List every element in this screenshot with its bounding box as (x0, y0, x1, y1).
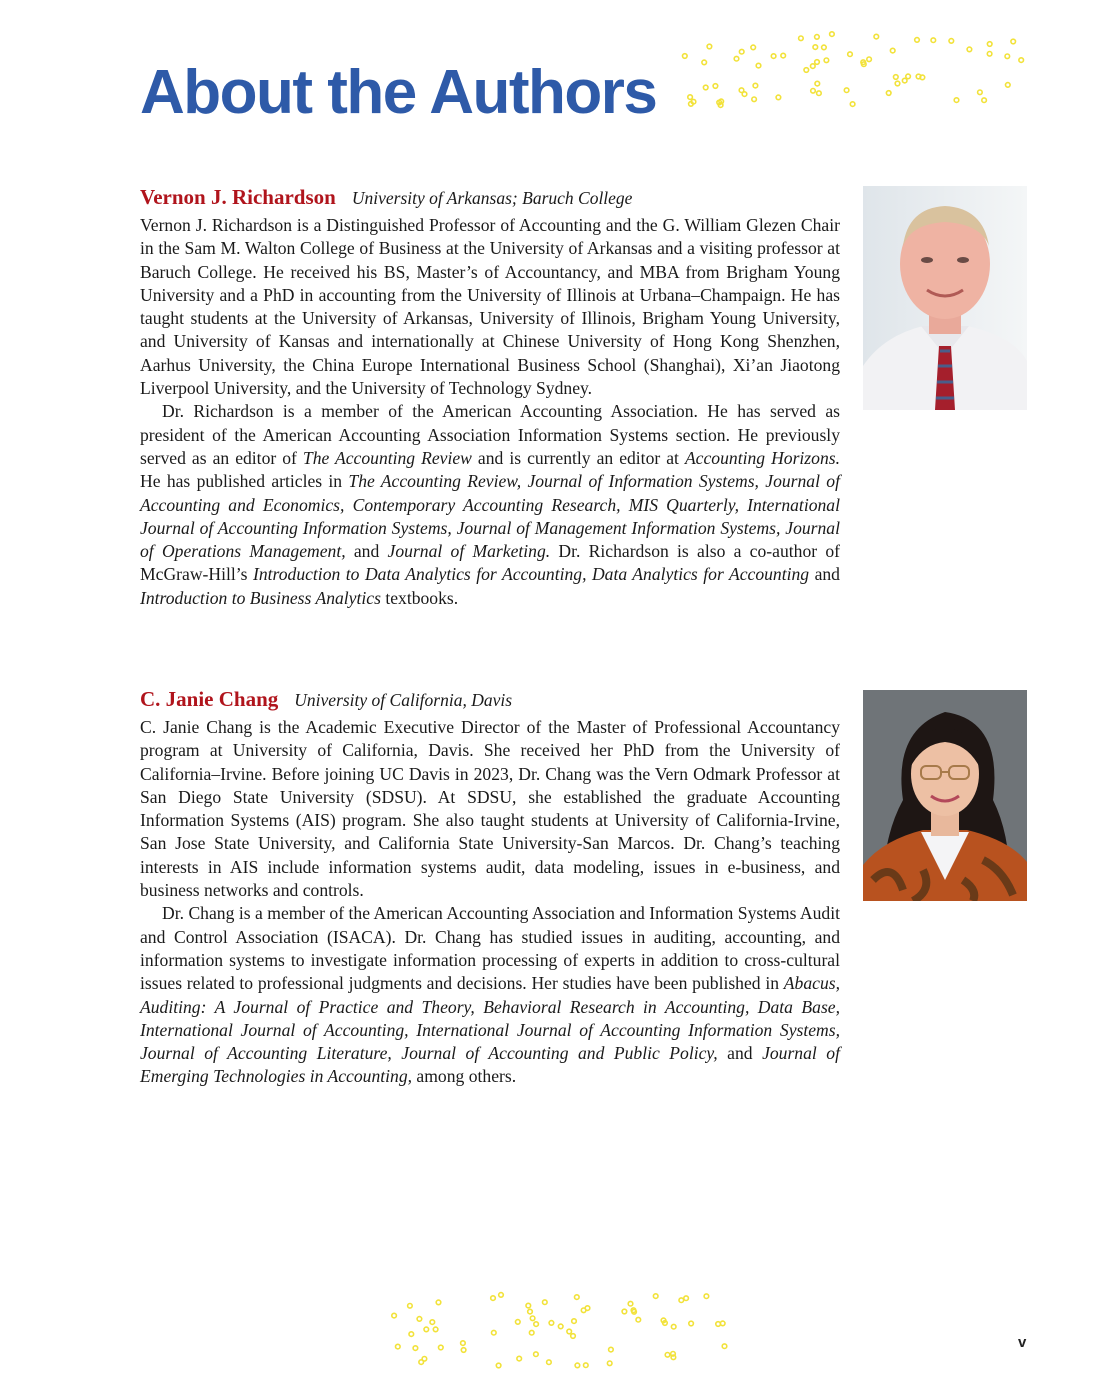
decorative-dot (417, 1317, 422, 1322)
decorative-dot (978, 90, 983, 95)
decorative-dot (751, 45, 756, 50)
decorative-dot (585, 1306, 590, 1311)
decorative-dot (567, 1329, 572, 1334)
author-affiliation: University of Arkansas; Baruch College (351, 188, 633, 208)
decorative-dot (844, 88, 849, 93)
decorative-dot (396, 1344, 401, 1349)
decorative-dot (811, 64, 816, 69)
decorative-dot (671, 1324, 676, 1329)
decorative-dot (830, 32, 835, 37)
decorative-dot (543, 1300, 548, 1305)
page-number: v (1018, 1334, 1027, 1351)
journal-list: Abacus, Auditing: A Journal of Practice and Theory, Behavioral Research in Accounting, Data Base, International Journal of Accounting, International Journal of Accounting Information Systems, Journal of Accounting Literature, Journal of Accounting and Public Policy, (140, 973, 840, 1064)
decorative-dot (684, 1296, 689, 1301)
decorative-dot (575, 1295, 580, 1300)
decorative-dot (895, 81, 900, 86)
decorative-dot (461, 1341, 466, 1346)
decorative-dot (915, 38, 920, 43)
decorative-dot (575, 1363, 580, 1368)
decorative-dot (492, 1330, 497, 1335)
decorative-dot (799, 36, 804, 41)
decorative-dot (949, 39, 954, 44)
decorative-dot (734, 56, 739, 61)
decorative-dot (683, 54, 688, 59)
decorative-dot (517, 1356, 522, 1361)
decorative-dot (584, 1363, 589, 1368)
decorative-dot (461, 1348, 466, 1353)
journal-title: Journal of Marketing. (387, 541, 551, 562)
decorative-dot (753, 83, 758, 88)
decorative-dot (422, 1357, 427, 1362)
author-bio-paragraph-1: Vernon J. Richardson is a Distinguished Professor of Accounting and the G. William Glezen Chair in the Sam M. Walton College of Business at the University of Arkansas and a visiting professor at Baruch College. He received his BS, Master’s of Accountancy, and MBA from Brigham Young University and a PhD in accounting from the University of Illinois at Urbana–Champaign. He has taught students at the University of Arkansas, University of Illinois, Brigham Young University, and University of Kansas and internationally at Chinese University of Hong Kong Shenzhen, Aarhus University, the China Europe International Business School (Shanghai), Xi’an Jiaotong Liverpool University, and the University of Technology Sydney. (140, 215, 840, 399)
decorative-dot (1019, 58, 1024, 63)
decorative-dot (850, 102, 855, 107)
author-name: C. Janie Chang (140, 687, 279, 711)
decorative-dot (526, 1303, 531, 1308)
decorative-dot (771, 54, 776, 59)
decorative-dot (392, 1313, 397, 1318)
decorative-dot (653, 1294, 658, 1299)
decorative-dot (954, 98, 959, 103)
author-heading (140, 184, 840, 213)
decorative-dot (665, 1353, 670, 1358)
decorative-dot (534, 1352, 539, 1357)
journal-title: The Accounting Review (302, 447, 472, 468)
page-title: About the Authors (140, 58, 657, 127)
author-bio-paragraph-1: C. Janie Chang is the Academic Executive Director of the Master of Professional Accountancy program at University of California, Davis. She received her PhD from the University of California–Irvine. Before joining UC Davis in 2023, Dr. Chang was the Vern Odmark Professor at San Diego State University (SDSU). At SDSU, she established the graduate Accounting Information Systems (AIS) program. She also taught students at University of California-Irvine, San Jose State University, and California State University-San Marcos. Dr. Chang’s teaching interests in AIS include information systems audit, data modeling, issues in e-business, and business networks and controls. (140, 717, 840, 901)
decorative-dot (713, 84, 718, 89)
author-entry-richardson (140, 184, 840, 610)
decorative-dot (622, 1309, 627, 1314)
decorative-dot (874, 34, 879, 39)
decorative-dot (817, 91, 822, 96)
author-heading (140, 686, 840, 715)
decorative-dot (931, 38, 936, 43)
decorative-dot (848, 52, 853, 57)
decorative-dot (424, 1327, 429, 1332)
decorative-dot (987, 52, 992, 57)
decorative-dot (886, 91, 891, 96)
decorative-dot (671, 1355, 676, 1360)
decorative-dot (987, 42, 992, 47)
decorative-dot (894, 75, 899, 80)
author-entry-chang (140, 686, 840, 1089)
decorative-dot (890, 48, 895, 53)
decorative-dot (982, 98, 987, 103)
decorative-dot (609, 1347, 614, 1352)
author-name: Vernon J. Richardson (140, 185, 336, 209)
decorative-dot (688, 95, 693, 100)
decorative-dot (707, 44, 712, 49)
decorative-dot (1005, 54, 1010, 59)
decorative-dot (409, 1332, 414, 1337)
decorative-dot (439, 1345, 444, 1350)
decorative-dot (436, 1300, 441, 1305)
decorative-dot (1006, 83, 1011, 88)
decorative-dot (781, 53, 786, 58)
portrait-icon (863, 186, 1027, 410)
decorative-dot (529, 1330, 534, 1335)
decorative-dot (528, 1309, 533, 1314)
decorative-dot (679, 1298, 684, 1303)
decorative-dot (720, 1321, 725, 1326)
decorative-dot (628, 1301, 633, 1306)
decorative-dot (752, 97, 757, 102)
decorative-dot (967, 47, 972, 52)
portrait-icon (863, 690, 1027, 901)
book-titles: Introduction to Data Analytics for Accounting, Data Analytics for Accounting (252, 564, 810, 585)
decorative-dot (549, 1321, 554, 1326)
decorative-dot (607, 1361, 612, 1366)
decorative-dot (776, 95, 781, 100)
author-affiliation: University of California, Davis (294, 690, 513, 710)
decorative-dot (867, 57, 872, 62)
decorative-dot (1011, 39, 1016, 44)
decorative-dot (516, 1320, 521, 1325)
decorative-dot (703, 85, 708, 90)
journal-list: The Accounting Review, Journal of Information Systems, Journal of Accounting and Economics, Contemporary Accounting Research, MIS Quarterly, International Journal of Accounting Information Systems, Journal of Management Information Systems, Journal of Operations Management, (140, 471, 840, 562)
decorative-dot (572, 1319, 577, 1324)
journal-title: Accounting Horizons. (684, 447, 840, 468)
decorative-dot (815, 60, 820, 65)
decorative-dot (804, 68, 809, 73)
decorative-dot (530, 1316, 535, 1321)
decorative-dot (739, 49, 744, 54)
decorative-dot (496, 1363, 501, 1368)
decorative-dot (704, 1294, 709, 1299)
decorative-dot (636, 1317, 641, 1322)
decorative-dot (547, 1360, 552, 1365)
journal-title: Journal of Emerging Technologies in Accounting, (140, 1043, 840, 1087)
dot-pattern-bottom (388, 1290, 732, 1370)
decorative-dot (739, 88, 744, 93)
decorative-dot (916, 74, 921, 79)
decorative-dot (433, 1327, 438, 1332)
decorative-dot (702, 60, 707, 65)
decorative-dot (722, 1344, 727, 1349)
decorative-dot (571, 1334, 576, 1339)
decorative-dot (413, 1346, 418, 1351)
decorative-dot (811, 89, 816, 94)
author-bio-paragraph-2: Dr. Richardson is a member of the American Accounting Association. He has served as president of the American Accounting Association Information Systems section. He previously served as an editor of The Accounting Review and is currently an editor at Accounting Horizons. He has published articles in The Accounting Review, Journal of Information Systems, Journal of Accounting and Economics, Contemporary Accounting Research, MIS Quarterly, International Journal of Accounting Information Systems, Journal of Management Information Systems, Journal of Operations Management, and Journal of Marketing. Dr. Richardson is also a co-author of McGraw-Hill’s Introduction to Data Analytics for Accounting, Data Analytics for Accounting and Introduction to Business Analytics textbooks. (140, 401, 841, 608)
decorative-dot (491, 1296, 496, 1301)
decorative-dot (499, 1293, 504, 1298)
decorative-dot (689, 1321, 694, 1326)
decorative-dot (558, 1324, 563, 1329)
decorative-dot (822, 45, 827, 50)
author-photo-chang (863, 690, 1027, 901)
decorative-dot (689, 102, 694, 107)
decorative-dot (534, 1322, 539, 1327)
book-title: Introduction to Business Analytics (140, 587, 381, 608)
author-photo-richardson (863, 186, 1027, 410)
decorative-dot (408, 1304, 413, 1309)
decorative-dot (815, 35, 820, 40)
decorative-dot (906, 74, 911, 79)
decorative-dot (824, 58, 829, 63)
decorative-dot (756, 63, 761, 68)
decorative-dot (815, 81, 820, 86)
decorative-dot (430, 1320, 435, 1325)
dot-pattern-top (676, 30, 1026, 110)
decorative-dot (902, 78, 907, 83)
author-bio-paragraph-2: Dr. Chang is a member of the American Accounting Association and Information Systems Audit and Control Association (ISACA). Dr. Chang has studied issues in auditing, accounting, and information systems to investigate information processing of experts in addition to cross-cultural issues related to professional judgments and decisions. Her studies have been published in Abacus, Auditing: A Journal of Practice and Theory, Behavioral Research in Accounting, Data Base, International Journal of Accounting, International Journal of Accounting Information Systems, Journal of Accounting Literature, Journal of Accounting and Public Policy, and Journal of Emerging Technologies in Accounting, among others. (140, 903, 840, 1087)
decorative-dot (813, 45, 818, 50)
